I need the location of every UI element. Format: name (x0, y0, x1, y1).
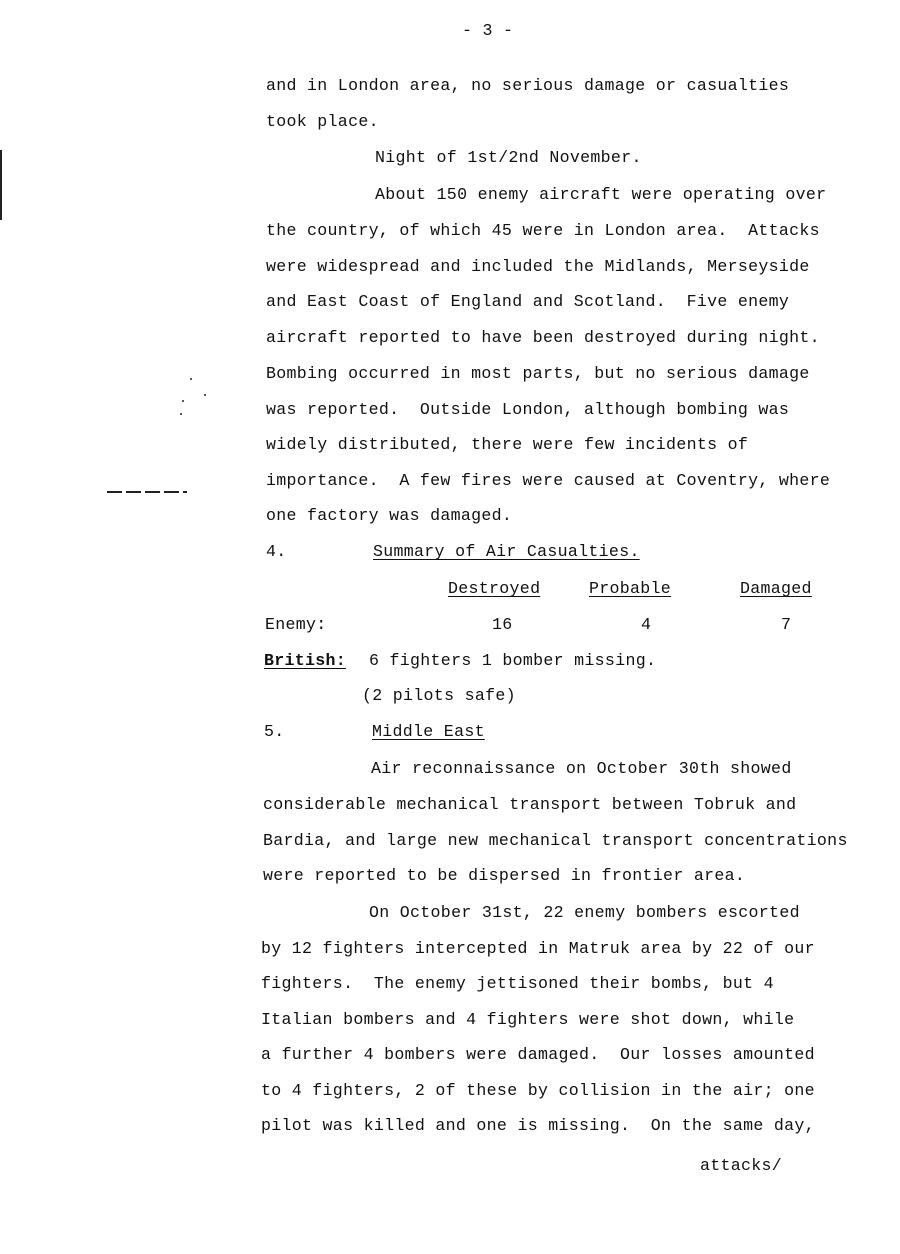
text-line: pilot was killed and one is missing. On the same day, (261, 1116, 815, 1135)
text-line: widely distributed, there were few incidents of (266, 435, 749, 454)
section-4-title: Summary of Air Casualties. (373, 542, 640, 561)
british-label: British: (264, 651, 347, 670)
enemy-probable-value: 4 (641, 615, 652, 634)
text-line: Italian bombers and 4 fighters were shot down, while (261, 1010, 795, 1029)
text-line: Bardia, and large new mechanical transport concentrations (263, 831, 848, 850)
page-edge-mark (0, 150, 2, 220)
text-line: and East Coast of England and Scotland. Five enemy (266, 292, 790, 311)
margin-speck (204, 394, 206, 396)
text-line: by 12 fighters intercepted in Matruk area by 22 of our (261, 939, 815, 958)
text-line: and in London area, no serious damage or casualties (266, 76, 790, 95)
text-line: one factory was damaged. (266, 506, 513, 525)
text-line: took place. (266, 112, 379, 131)
text-line: About 150 enemy aircraft were operating over (375, 185, 827, 204)
page-number: - 3 - (462, 21, 514, 40)
text-line: fighters. The enemy jettisoned their bombs, but 4 (261, 974, 774, 993)
text-line: to 4 fighters, 2 of these by collision in the air; one (261, 1081, 815, 1100)
margin-speck (180, 413, 182, 415)
section-5-number: 5. (264, 722, 285, 741)
column-header-probable: Probable (589, 579, 672, 598)
enemy-destroyed-value: 16 (492, 615, 513, 634)
text-line: aircraft reported to have been destroyed during night. (266, 328, 820, 347)
text-line: were reported to be dispersed in frontier area. (263, 866, 746, 885)
text-line: considerable mechanical transport between Tobruk and (263, 795, 797, 814)
enemy-damaged-value: 7 (781, 615, 792, 634)
text-line: was reported. Outside London, although bombing was (266, 400, 790, 419)
text-line: Bombing occurred in most parts, but no serious damage (266, 364, 810, 383)
text-line: Air reconnaissance on October 30th showed (371, 759, 792, 778)
text-line: importance. A few fires were caused at Coventry, where (266, 471, 831, 490)
text-line: On October 31st, 22 enemy bombers escorted (369, 903, 800, 922)
text-line: a further 4 bombers were damaged. Our losses amounted (261, 1045, 815, 1064)
subheading-night: Night of 1st/2nd November. (375, 148, 642, 167)
margin-speck (182, 400, 184, 402)
catchword: attacks/ (700, 1156, 783, 1175)
margin-dash-mark (107, 491, 187, 493)
section-5-title: Middle East (372, 722, 485, 741)
british-note: (2 pilots safe) (362, 686, 516, 705)
text-line: the country, of which 45 were in London area. Attacks (266, 221, 820, 240)
section-4-number: 4. (266, 542, 287, 561)
text-line: were widespread and included the Midlands, Merseyside (266, 257, 810, 276)
margin-speck (190, 378, 192, 380)
enemy-label: Enemy: (265, 615, 327, 634)
column-header-damaged: Damaged (740, 579, 812, 598)
british-text: 6 fighters 1 bomber missing. (369, 651, 657, 670)
column-header-destroyed: Destroyed (448, 579, 541, 598)
